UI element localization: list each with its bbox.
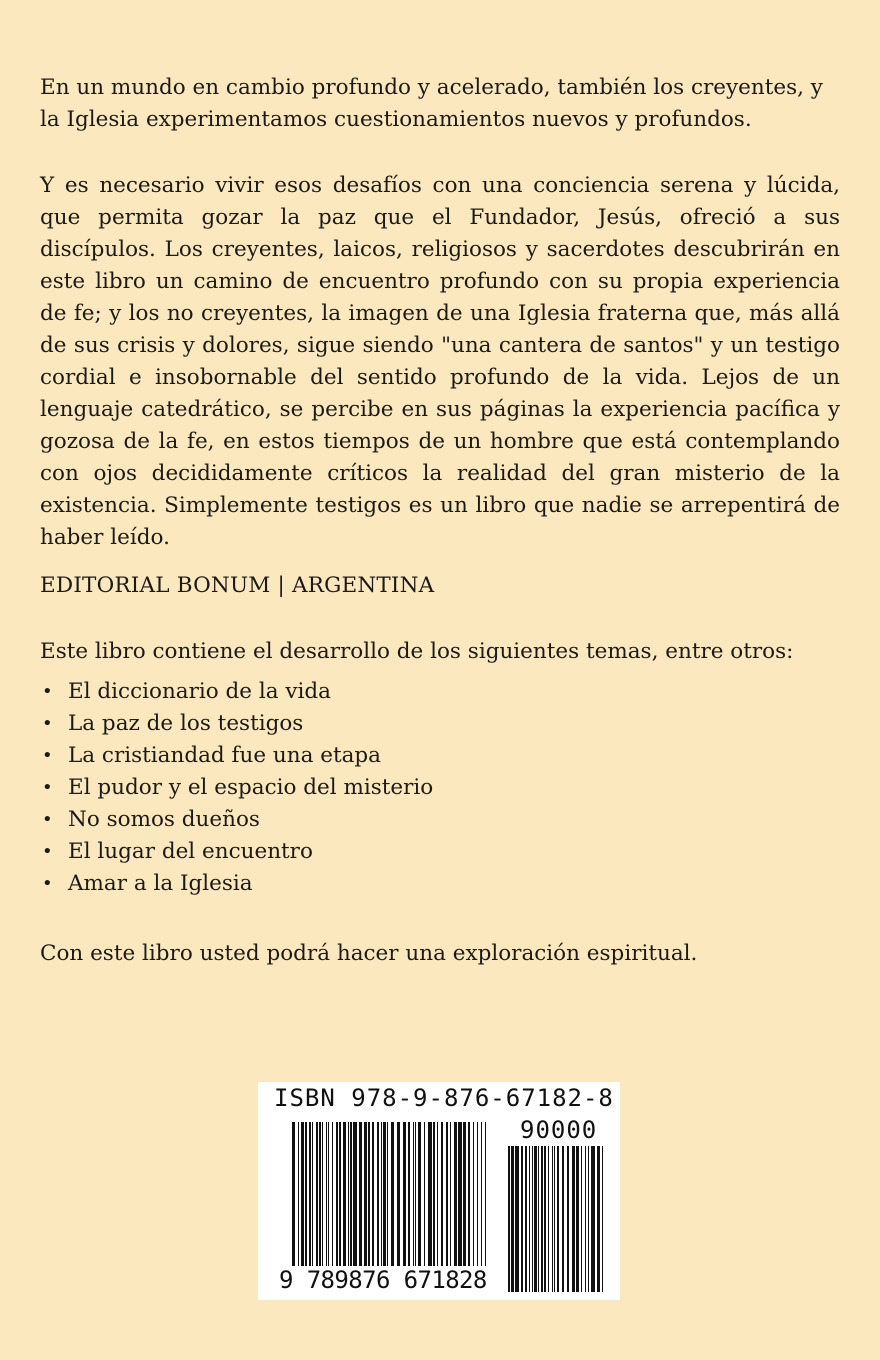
barcode-bar bbox=[350, 1122, 352, 1270]
barcode-bar bbox=[552, 1146, 553, 1292]
barcode-bar bbox=[418, 1122, 421, 1270]
back-cover-text bbox=[40, 72, 840, 970]
bullet-icon: • bbox=[42, 745, 53, 766]
bullet-icon: • bbox=[42, 841, 53, 862]
barcode-bar bbox=[446, 1122, 448, 1270]
isbn-barcode bbox=[258, 1082, 620, 1300]
barcode-bar bbox=[397, 1122, 400, 1270]
barcode-bar bbox=[521, 1146, 523, 1292]
bullet-icon: • bbox=[42, 713, 53, 734]
topic-label: La paz de los testigos bbox=[68, 711, 304, 736]
barcode-bar bbox=[343, 1122, 346, 1270]
barcode-bar bbox=[591, 1146, 595, 1292]
barcode-bar bbox=[441, 1122, 443, 1270]
barcode-bar bbox=[511, 1146, 514, 1292]
barcode-bar bbox=[391, 1122, 394, 1282]
barcode-bar bbox=[328, 1122, 329, 1270]
barcode-bar bbox=[541, 1146, 543, 1292]
barcode-bar bbox=[381, 1122, 382, 1270]
isbn-label: ISBN 978-9-876-67182-8 bbox=[274, 1084, 614, 1112]
topic-label: El diccionario de la vida bbox=[68, 679, 331, 704]
barcode-bar bbox=[387, 1122, 388, 1282]
barcode-bar bbox=[468, 1122, 470, 1270]
barcode-bar bbox=[538, 1146, 539, 1292]
barcode-bar bbox=[554, 1146, 555, 1292]
barcode-bar bbox=[433, 1122, 435, 1270]
barcode-bar bbox=[437, 1122, 438, 1270]
intro-paragraph-2: Y es necesario vivir esos desafíos con una conciencia serena y lúcida, que permita gozar la paz que el Fundador, Jesús, ofreció a sus discípulos. Los creyentes, laicos, religiosos y sacerdotes descubrirán en este libro un camino de encuentro profundo con su propia experiencia de fe; y los no creyentes, la imagen de una Iglesia fraterna que, más allá de sus crisis y dolores, sigue siendo "una cantera de santos" y un testigo cordial e insobornable del sentido profundo de la vida. Lejos de un lenguaje catedrático, se percibe en sus páginas la experiencia pacífica y gozosa de la fe, en estos tiempos de un hombre que está contemplando con ojos decididamente críticos la realidad del gran misterio de la existencia. Simplemente testigos es un libro que nadie se arrepentirá de haber leído. bbox=[40, 173, 840, 550]
barcode-bar bbox=[301, 1122, 304, 1270]
list-item bbox=[40, 740, 840, 772]
barcode-bar bbox=[415, 1122, 416, 1270]
barcode-bar bbox=[485, 1122, 486, 1282]
barcode-bar bbox=[364, 1122, 367, 1270]
barcode-bar bbox=[585, 1146, 586, 1292]
barcode-bar bbox=[372, 1122, 374, 1270]
topic-label: El pudor y el espacio del misterio bbox=[68, 775, 434, 800]
barcode-bar bbox=[567, 1146, 569, 1292]
barcode-bar bbox=[326, 1122, 327, 1270]
barcode-bar bbox=[454, 1122, 457, 1270]
barcode-bar bbox=[316, 1122, 318, 1270]
barcode-bar bbox=[383, 1122, 386, 1270]
barcode-bar bbox=[368, 1122, 370, 1270]
barcode-bar bbox=[515, 1146, 519, 1292]
barcode-bar bbox=[572, 1146, 575, 1292]
barcode-bar bbox=[450, 1122, 451, 1270]
barcode-bar bbox=[322, 1122, 323, 1270]
barcode-bar bbox=[359, 1122, 362, 1270]
barcode-bar bbox=[348, 1122, 349, 1270]
barcode-bar bbox=[581, 1146, 582, 1292]
ean-bars bbox=[292, 1122, 486, 1282]
ean-digits: 9 789876 671828 bbox=[279, 1266, 487, 1294]
barcode-bar bbox=[458, 1122, 462, 1270]
barcode-bar bbox=[332, 1122, 333, 1270]
barcode-bar bbox=[353, 1122, 357, 1270]
list-item bbox=[40, 804, 840, 836]
topic-label: No somos dueños bbox=[68, 807, 260, 832]
barcode-bar bbox=[562, 1146, 564, 1292]
barcode-bar bbox=[481, 1122, 482, 1282]
barcode-bar bbox=[339, 1122, 341, 1270]
barcode-bar bbox=[312, 1122, 313, 1270]
topic-label: La cristiandad fue una etapa bbox=[68, 743, 381, 768]
barcode-bar bbox=[413, 1122, 414, 1270]
list-item bbox=[40, 708, 840, 740]
bullet-icon: • bbox=[42, 873, 53, 894]
barcode-bar bbox=[473, 1122, 474, 1270]
barcode-bar bbox=[477, 1122, 478, 1270]
barcode-bar bbox=[292, 1122, 295, 1282]
list-item bbox=[40, 676, 840, 708]
bullet-icon: • bbox=[42, 777, 53, 798]
barcode-bar bbox=[525, 1146, 527, 1292]
topics-intro: Este libro contiene el desarrollo de los siguientes temas, entre otros: bbox=[40, 639, 794, 664]
barcode-bar bbox=[576, 1146, 579, 1292]
list-item bbox=[40, 772, 840, 804]
barcode-bar bbox=[602, 1146, 603, 1292]
barcode-bar bbox=[408, 1122, 410, 1270]
topic-label: El lugar del encuentro bbox=[68, 839, 313, 864]
barcode-bar bbox=[588, 1146, 589, 1292]
barcode-bar bbox=[298, 1122, 299, 1282]
barcode-bar bbox=[557, 1146, 559, 1292]
barcode-bar bbox=[377, 1122, 379, 1270]
barcode-bar bbox=[424, 1122, 425, 1270]
barcode-bar bbox=[534, 1146, 537, 1292]
barcode-bar bbox=[548, 1146, 549, 1292]
barcode-bar bbox=[529, 1146, 530, 1292]
barcode-bar bbox=[309, 1122, 311, 1270]
barcode-bar bbox=[305, 1122, 307, 1270]
barcode-bar bbox=[319, 1122, 321, 1270]
list-item bbox=[40, 868, 840, 900]
publisher-line: EDITORIAL BONUM | ARGENTINA bbox=[40, 573, 435, 598]
intro-paragraph-1: En un mundo en cambio profundo y acelerado, también los creyentes, y la Iglesia experimentamos cuestionamientos nuevos y profundos. bbox=[40, 75, 823, 132]
topics-list bbox=[40, 676, 840, 900]
barcode-bar bbox=[508, 1146, 510, 1292]
barcode-bar bbox=[532, 1146, 533, 1292]
barcode-bar bbox=[544, 1146, 546, 1292]
bullet-icon: • bbox=[42, 681, 53, 702]
price-code: 90000 bbox=[520, 1116, 598, 1144]
barcode-bar bbox=[336, 1122, 338, 1270]
barcode-bar bbox=[403, 1122, 406, 1270]
bullet-icon: • bbox=[42, 809, 53, 830]
barcode-bar bbox=[597, 1146, 600, 1292]
addon-bars bbox=[508, 1146, 603, 1292]
list-item bbox=[40, 836, 840, 868]
topic-label: Amar a la Iglesia bbox=[68, 871, 253, 896]
barcode-bar bbox=[428, 1122, 432, 1270]
barcode-bar bbox=[463, 1122, 466, 1270]
closing-line: Con este libro usted podrá hacer una exploración espiritual. bbox=[40, 941, 698, 966]
